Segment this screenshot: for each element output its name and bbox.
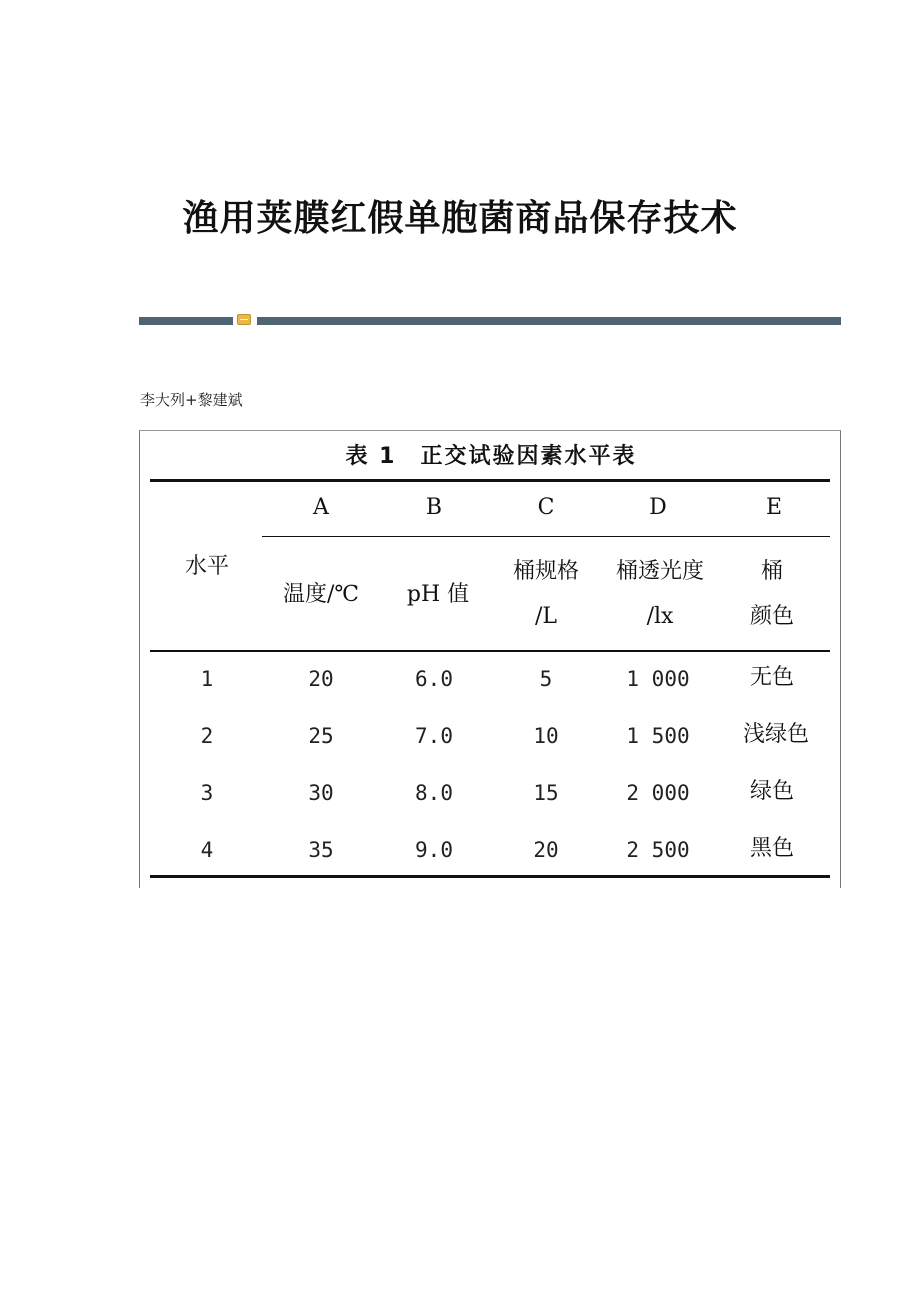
divider-bar-right (257, 317, 841, 325)
document-title: 渔用荚膜红假单胞菌商品保存技术 (182, 197, 738, 239)
title-divider (139, 312, 841, 328)
factor-name-e-line2: 颜色 (749, 604, 794, 629)
table-cell: 黑色 (749, 836, 794, 861)
table-cell: 20 (308, 667, 334, 691)
table-cell: 5 (539, 667, 553, 691)
row-header: 水平 (184, 554, 229, 579)
table-cell: 2 (200, 724, 214, 748)
table-cell: 4 (200, 838, 214, 862)
factor-code-b: B (425, 495, 443, 520)
table-cell: 2 000 (626, 781, 690, 805)
factor-code-e: E (765, 495, 783, 520)
table-top-rule (150, 479, 830, 482)
table-cell: 浅绿色 (742, 722, 809, 747)
table-image (139, 430, 841, 888)
table-cell: 8.0 (415, 781, 453, 805)
table-cell: 30 (308, 781, 334, 805)
table-cell: 绿色 (749, 779, 794, 804)
table-bottom-rule (150, 875, 830, 878)
table-cell: 9.0 (415, 838, 453, 862)
table-cell: 2 500 (626, 838, 690, 862)
factor-name-d: 桶透光度 (615, 559, 704, 584)
table-caption: 表 1 正交试验因素水平表 (345, 444, 637, 469)
table-cell: 1 (200, 667, 214, 691)
authors-line: 李大列+黎建斌 (140, 391, 243, 409)
divider-bar-left (139, 317, 233, 325)
table-cell: 25 (308, 724, 334, 748)
header-rule (150, 650, 830, 652)
factor-name-b: pH 值 (406, 582, 470, 607)
factor-name-d-unit: /lx (646, 604, 674, 629)
table-cell: 3 (200, 781, 214, 805)
divider-badge-icon (237, 314, 251, 325)
table-cell: 35 (308, 838, 334, 862)
table-cell: 6.0 (415, 667, 453, 691)
table-cell: 1 500 (626, 724, 690, 748)
factor-code-d: D (649, 495, 667, 520)
factor-code-c: C (537, 495, 555, 520)
table-cell: 无色 (749, 665, 794, 690)
factor-rule (262, 536, 830, 537)
table-cell: 1 000 (626, 667, 690, 691)
factor-name-c-unit: /L (534, 604, 558, 629)
table-cell: 20 (533, 838, 559, 862)
table-cell: 15 (533, 781, 559, 805)
table-cell: 7.0 (415, 724, 453, 748)
factor-code-a: A (313, 495, 329, 520)
table-cell: 10 (533, 724, 559, 748)
factor-name-e: 桶 (760, 559, 783, 584)
factor-name-c: 桶规格 (512, 559, 579, 584)
factor-name-a: 温度/℃ (282, 582, 360, 607)
